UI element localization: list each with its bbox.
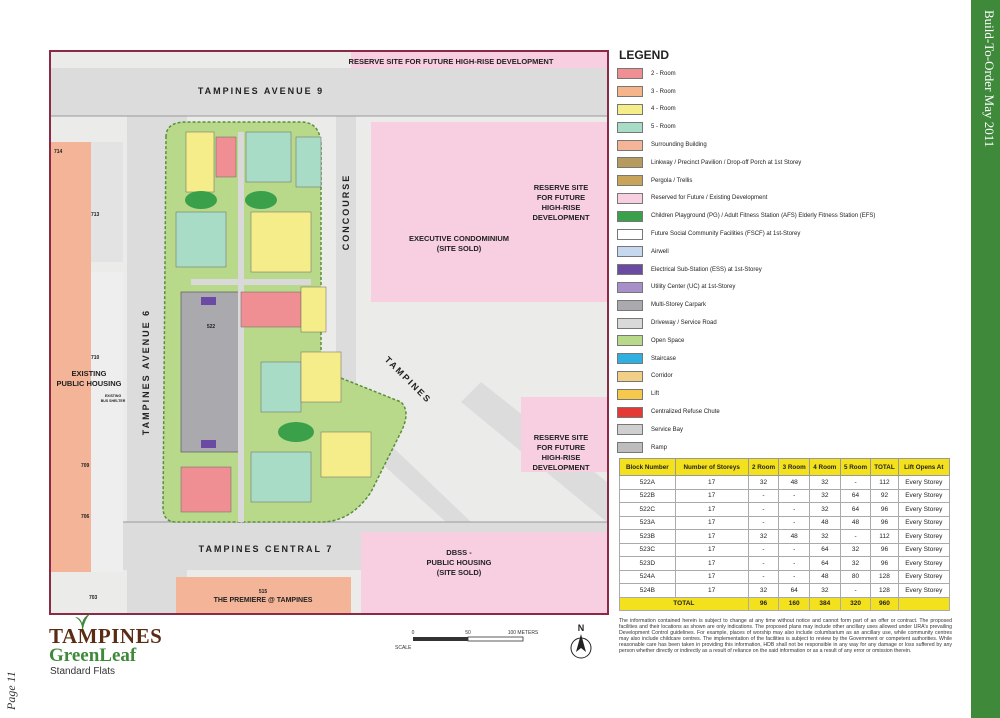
table-cell: 96 (871, 543, 898, 557)
table-cell: 17 (675, 530, 748, 544)
table-cell: 17 (675, 557, 748, 571)
table-cell: 524B (620, 584, 676, 598)
legend-item (617, 421, 957, 439)
bus-shelter-line-1: BUS SHELTER (100, 399, 126, 403)
block-710: 710 (91, 355, 100, 361)
table-cell: 522A (620, 476, 676, 490)
legend-label: Reserved for Future / Existing Development (651, 195, 768, 202)
legend-label: Electrical Sub-Station (ESS) at 1st-Storey (651, 266, 762, 273)
multi-storey-carpark (181, 292, 241, 452)
legend-item (617, 118, 957, 136)
block-703: 703 (89, 595, 98, 601)
carpark-block-label: 522 (206, 324, 216, 330)
reserve-top-label: RESERVE SITE FOR FUTURE HIGH-RISE DEVELOPMENT (348, 57, 554, 66)
table-cell: 17 (675, 476, 748, 490)
table-cell: 64 (840, 489, 871, 503)
block-summary-table (619, 458, 950, 611)
table-cell: 96 (871, 557, 898, 571)
legend-label: Driveway / Service Road (651, 320, 717, 327)
table-cell: Every Storey (898, 570, 949, 584)
total-cell: 320 (840, 597, 871, 611)
table-cell: - (748, 557, 779, 571)
table-cell: 48 (840, 516, 871, 530)
table-cell: Every Storey (898, 489, 949, 503)
total-empty-cell (898, 597, 949, 611)
table-cell: Every Storey (898, 543, 949, 557)
legend-swatch (617, 175, 643, 186)
table-header-cell: Lift Opens At (898, 459, 949, 476)
legend-swatch (617, 246, 643, 257)
legend-item (617, 350, 957, 368)
table-cell: 17 (675, 543, 748, 557)
executive-condo-site (371, 122, 607, 302)
scale-tick-2: 100 METERS (507, 630, 539, 636)
table-cell: Every Storey (898, 584, 949, 598)
dbss-line-0: DBSS - (446, 548, 472, 557)
legend-label: Children Playground (PG) / Adult Fitness Station (AFS) Elderly Fitness Station (EFS) (651, 213, 876, 220)
table-row (620, 543, 950, 557)
legend-label: Airwell (651, 248, 669, 255)
legend-swatch (617, 157, 643, 168)
table-cell: Every Storey (898, 516, 949, 530)
legend-label: Multi-Storey Carpark (651, 302, 707, 309)
legend-item (617, 207, 957, 225)
legend-swatch (617, 193, 643, 204)
legend-swatch (617, 122, 643, 133)
executive-condo-line-1: (SITE SOLD) (436, 244, 482, 253)
legend-swatch (617, 300, 643, 311)
table-cell: 64 (810, 543, 841, 557)
scale-bar (395, 628, 545, 652)
table-cell: 32 (748, 584, 779, 598)
legend-swatch (617, 389, 643, 400)
total-cell: 160 (779, 597, 810, 611)
scale-tick-0: 0 (411, 630, 415, 636)
road-south-label: TAMPINES CENTRAL 7 (198, 544, 334, 554)
legend-swatch (617, 353, 643, 364)
total-cell: 960 (871, 597, 898, 611)
table-cell: - (748, 489, 779, 503)
table-cell: 32 (810, 503, 841, 517)
reserve-east-2-line-0: RESERVE SITE (533, 433, 589, 442)
table-cell: 17 (675, 503, 748, 517)
table-cell: 32 (810, 584, 841, 598)
legend-swatch (617, 104, 643, 115)
legend-label: Service Bay (651, 426, 684, 433)
legend-item (617, 101, 957, 119)
legend-label: Surrounding Building (651, 142, 707, 149)
logo-standard-flats: Standard Flats (50, 666, 116, 677)
legend-label: Staircase (651, 355, 677, 362)
logo-title: TAMPINES (49, 624, 163, 648)
table-row (620, 489, 950, 503)
road-west-label: TAMPINES AVENUE 6 (141, 308, 151, 436)
table-cell: 522B (620, 489, 676, 503)
table-cell: - (779, 503, 810, 517)
legend-item (617, 225, 957, 243)
road-north-label: TAMPINES AVENUE 9 (197, 86, 325, 96)
table-header-cell: Block Number (620, 459, 676, 476)
legend-item (617, 314, 957, 332)
legend-item (617, 279, 957, 297)
legend-item (617, 154, 957, 172)
legend-item (617, 332, 957, 350)
concourse-label: CONCOURSE (341, 173, 351, 251)
premiere-label: THE PREMIERE @ TAMPINES (213, 597, 313, 604)
table-cell: 64 (810, 557, 841, 571)
table-header-cell: 3 Room (779, 459, 810, 476)
legend-swatch (617, 424, 643, 435)
table-cell: 32 (810, 476, 841, 490)
table-cell: - (748, 570, 779, 584)
reserve-east-1-line-1: FOR FUTURE (536, 193, 586, 202)
legend-item (617, 243, 957, 261)
table-cell: 92 (871, 489, 898, 503)
legend-label: Ramp (651, 444, 668, 451)
dbss-site (361, 532, 607, 613)
table-header-cell: TOTAL (871, 459, 898, 476)
north-label: N (577, 623, 585, 633)
table-cell: Every Storey (898, 530, 949, 544)
table-cell: - (748, 516, 779, 530)
total-cell: 384 (810, 597, 841, 611)
disclaimer: The information contained herein is subject to change at any time without notice and cannot form part of an offer or contract. The proposed facilities and their locations as shown are only indications. The proposed plans may include other ancillary uses allowed under URA's prevailing Development Control guidelines. For example, places of worship may also include columbarium as an ancillary use, while community centres may also include childcare centres. The implementation of the facilities is subject to review by the Government or competent authorities. While reasonable care has been taken in providing this information, HDB shall not be responsible in any way for any damage or loss suffered by any person whether directly or indirectly as a result of reliance on the said information or as a result of any error or omission therein. (619, 618, 952, 655)
table-cell: 112 (871, 476, 898, 490)
legend-item (617, 385, 957, 403)
legend-item (617, 136, 957, 154)
table-cell: 128 (871, 584, 898, 598)
table-cell: 32 (810, 489, 841, 503)
table-cell: Every Storey (898, 476, 949, 490)
table-header-cell: 4 Room (810, 459, 841, 476)
reserve-east-2-line-3: DEVELOPMENT (532, 463, 590, 472)
table-cell: 48 (810, 516, 841, 530)
table-cell: 96 (871, 503, 898, 517)
legend-label: Corridor (651, 373, 673, 380)
reserve-east-2-line-1: FOR FUTURE (536, 443, 586, 452)
table-row (620, 530, 950, 544)
table-cell: 17 (675, 570, 748, 584)
legend-item (617, 368, 957, 386)
legend-swatch (617, 86, 643, 97)
block-709: 709 (81, 463, 90, 469)
legend-swatch (617, 264, 643, 275)
table-cell: 48 (810, 570, 841, 584)
table-row (620, 570, 950, 584)
table-cell: 32 (840, 543, 871, 557)
legend-swatch (617, 407, 643, 418)
legend-label: 2 - Room (651, 70, 676, 77)
total-label: TOTAL (620, 597, 749, 611)
table-cell: 523D (620, 557, 676, 571)
table-cell: 32 (840, 557, 871, 571)
table-cell: 523A (620, 516, 676, 530)
legend-label: Centralized Refuse Chute (651, 409, 720, 416)
table-cell: 128 (871, 570, 898, 584)
table-cell: Every Storey (898, 557, 949, 571)
side-title: Build-To-Order May 2011 (982, 10, 997, 148)
reserve-east-1-line-2: HIGH-RISE (541, 203, 581, 212)
table-header-row (620, 459, 950, 476)
reserve-east-1-line-0: RESERVE SITE (533, 183, 589, 192)
existing-housing-west (51, 142, 91, 572)
table-row (620, 584, 950, 598)
table-cell: - (779, 543, 810, 557)
legend-item (617, 83, 957, 101)
dbss-line-1: PUBLIC HOUSING (426, 558, 492, 567)
table-cell: 523C (620, 543, 676, 557)
legend-swatch (617, 211, 643, 222)
premiere-block-label: 515 (258, 589, 268, 595)
table-cell: 64 (840, 503, 871, 517)
reserve-east-2-line-2: HIGH-RISE (541, 453, 581, 462)
scale-label: SCALE (395, 645, 412, 651)
legend-item (617, 261, 957, 279)
north-arrow-icon (566, 622, 596, 662)
table-cell: 523B (620, 530, 676, 544)
legend-label: Utility Center (UC) at 1st-Storey (651, 284, 736, 291)
table-cell: 17 (675, 584, 748, 598)
table-cell: 112 (871, 530, 898, 544)
table-cell: 17 (675, 489, 748, 503)
block-713: 713 (91, 212, 100, 218)
table-row (620, 503, 950, 517)
legend-label: 3 - Room (651, 88, 676, 95)
legend-label: 4 - Room (651, 106, 676, 113)
existing-housing-line-0: EXISTING (71, 369, 107, 378)
table-body (620, 476, 950, 611)
premiere-building (176, 577, 351, 613)
table-cell: - (840, 530, 871, 544)
legend-swatch (617, 442, 643, 453)
table-cell: Every Storey (898, 503, 949, 517)
legend-swatch (617, 371, 643, 382)
table-total-row (620, 597, 950, 611)
table-row (620, 516, 950, 530)
legend-item (617, 439, 957, 457)
table-cell: 80 (840, 570, 871, 584)
legend-swatch (617, 229, 643, 240)
existing-housing-line-1: PUBLIC HOUSING (56, 379, 122, 388)
page-number: Page 11 (4, 671, 18, 710)
legend-swatch (617, 335, 643, 346)
legend (617, 48, 957, 457)
legend-item (617, 296, 957, 314)
legend-label: 5 - Room (651, 124, 676, 131)
table-cell: 522C (620, 503, 676, 517)
dbss-line-2: (SITE SOLD) (436, 568, 482, 577)
table-cell: - (779, 570, 810, 584)
table-cell: 524A (620, 570, 676, 584)
block-706: 706 (81, 514, 90, 520)
table-header-cell: Number of Storeys (675, 459, 748, 476)
legend-label: Pergola / Trellis (651, 177, 693, 184)
legend-swatch (617, 140, 643, 151)
table-cell: 48 (779, 530, 810, 544)
block-714: 714 (54, 149, 63, 155)
table-header-cell: 5 Room (840, 459, 871, 476)
table-cell: - (748, 503, 779, 517)
site-plan-svg (51, 52, 607, 613)
table-row (620, 557, 950, 571)
table-cell: 48 (779, 476, 810, 490)
table-cell: - (840, 476, 871, 490)
table-cell: 32 (748, 530, 779, 544)
table-cell: 32 (810, 530, 841, 544)
table-cell: - (840, 584, 871, 598)
table-cell: 32 (748, 476, 779, 490)
executive-condo-line-0: EXECUTIVE CONDOMINIUM (408, 234, 510, 243)
site-plan-map (49, 50, 609, 615)
table-cell: - (779, 557, 810, 571)
legend-item (617, 190, 957, 208)
total-cell: 96 (748, 597, 779, 611)
legend-swatch (617, 68, 643, 79)
legend-items (617, 65, 957, 457)
table-header-cell: 2 Room (748, 459, 779, 476)
scale-tick-1: 50 (465, 630, 471, 636)
table-cell: - (748, 543, 779, 557)
bus-shelter-line-0: EXISTING (104, 394, 122, 398)
table-cell: 96 (871, 516, 898, 530)
legend-label: Linkway / Precinct Pavilion / Drop-off Porch at 1st Storey (651, 159, 802, 166)
table-cell: 64 (779, 584, 810, 598)
logo-subtitle: GreenLeaf (49, 645, 137, 666)
legend-swatch (617, 282, 643, 293)
table-cell: - (779, 516, 810, 530)
legend-label: Lift (651, 391, 660, 398)
legend-item (617, 172, 957, 190)
legend-swatch (617, 318, 643, 329)
tampines-road-label: TAMPINES (382, 354, 434, 406)
legend-title: LEGEND (619, 48, 670, 62)
table-cell: 17 (675, 516, 748, 530)
table-cell: - (779, 489, 810, 503)
reserve-east-1-line-3: DEVELOPMENT (532, 213, 590, 222)
legend-item (617, 403, 957, 421)
legend-item (617, 65, 957, 83)
legend-label: Future Social Community Facilities (FSCF) at 1st-Storey (651, 231, 801, 238)
legend-label: Open Space (651, 337, 685, 344)
table-row (620, 476, 950, 490)
